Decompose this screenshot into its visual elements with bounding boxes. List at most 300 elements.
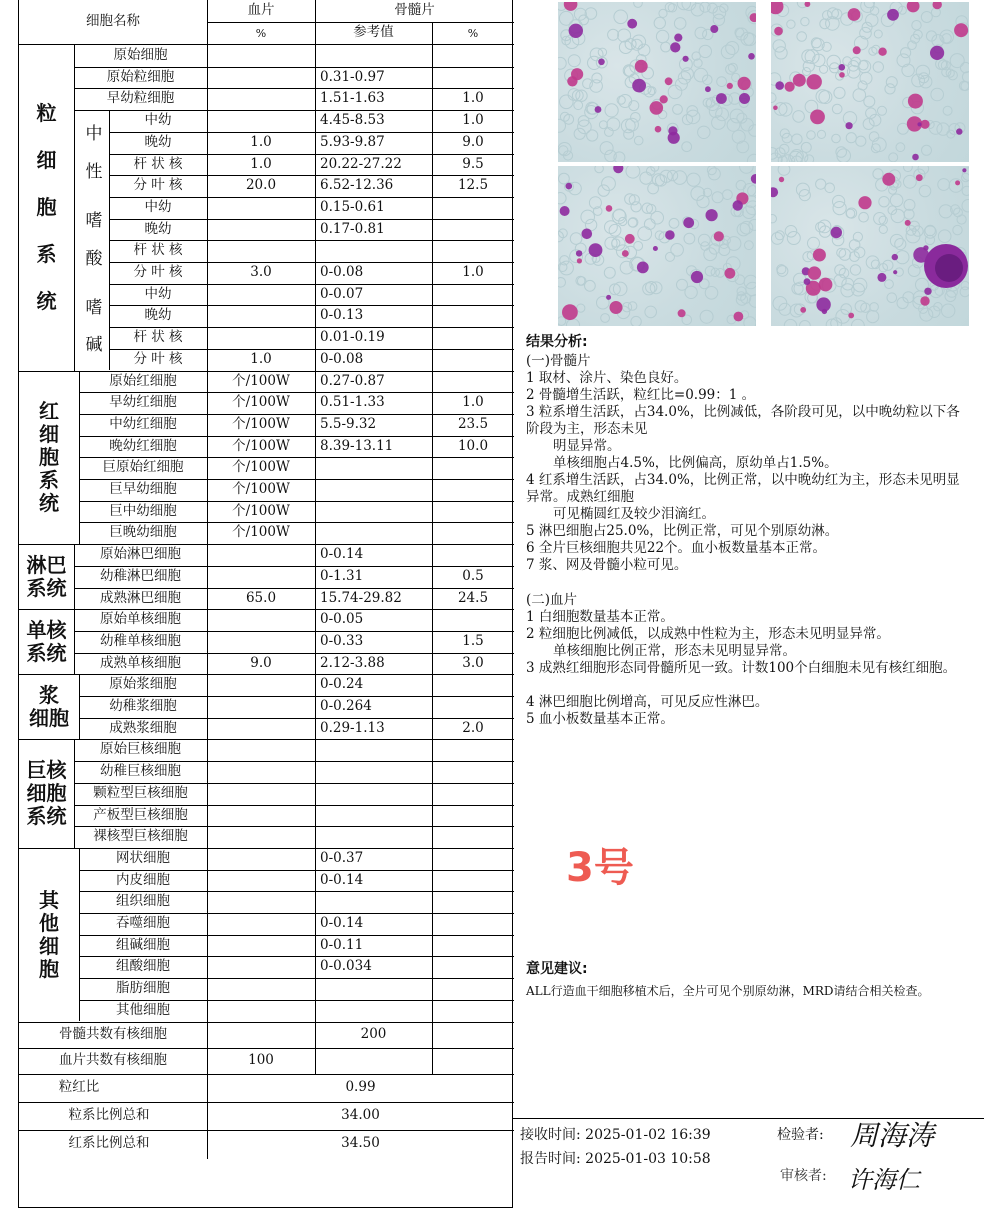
cell-shape <box>644 219 655 230</box>
cell-shape <box>886 77 897 88</box>
cell-shape <box>660 95 668 103</box>
cell-blood: 65.0 <box>245 589 277 606</box>
cell-marrow <box>432 197 514 219</box>
cell-shape <box>654 17 665 28</box>
cell-shape <box>595 166 604 173</box>
cell-shape <box>634 242 643 251</box>
cell-ref <box>315 522 432 544</box>
cell-blood: 20.0 <box>245 177 277 194</box>
cell-shape <box>954 23 968 37</box>
cell-name: 分 叶 核 <box>133 350 183 367</box>
cell-shape <box>895 239 906 250</box>
gran-sum-label: 粒系比例总和 <box>68 1106 150 1123</box>
cell-shape <box>637 262 649 274</box>
reviewer-signature: 许海仁 <box>848 1166 920 1194</box>
cell-shape <box>903 292 914 303</box>
cell-shape <box>779 144 789 154</box>
cell-shape <box>748 186 756 197</box>
cell-shape <box>889 153 898 162</box>
cell-shape <box>779 303 791 315</box>
group-label-ery: 红 细 胞 系 统 <box>39 398 59 515</box>
cell-ref: 0-0.08 <box>320 350 364 367</box>
cell-name: 早幼红细胞 <box>109 394 177 411</box>
cell-shape <box>607 118 620 131</box>
cell-shape <box>605 104 618 117</box>
cell-name: 原始细胞 <box>113 47 168 64</box>
cell-shape <box>589 243 603 257</box>
cell-shape <box>634 2 643 7</box>
cell-marrow <box>432 1000 514 1022</box>
cell-shape <box>907 2 920 12</box>
cell-name: 幼稚单核细胞 <box>100 632 181 649</box>
cell-shape <box>771 2 784 14</box>
cell-shape <box>661 42 671 52</box>
marrow-photo-4 <box>771 166 969 326</box>
cell-shape <box>606 295 611 300</box>
cell-shape <box>813 249 826 262</box>
cell-shape <box>807 131 816 140</box>
cell-shape <box>916 174 923 181</box>
cell-shape <box>773 106 778 111</box>
cell-shape <box>558 57 566 69</box>
cell-ref <box>315 45 432 67</box>
cell-name: 中幼 <box>144 112 172 129</box>
cell-blood <box>207 935 315 957</box>
cell-shape <box>583 79 593 89</box>
cell-ref: 0-1.31 <box>320 567 364 584</box>
cell-name: 分 叶 核 <box>133 177 183 194</box>
cell-shape <box>650 101 664 115</box>
cell-blood: 个/100W <box>232 394 290 411</box>
analysis-line: 2 骨髓增生活跃，粒红比=0.99：1 。 <box>526 387 756 403</box>
cell-marrow <box>432 284 514 306</box>
cell-blood <box>207 848 315 870</box>
cell-marrow <box>432 609 514 631</box>
cell-blood <box>207 783 315 805</box>
cell-shape <box>851 57 861 67</box>
cell-ref: 5.5-9.32 <box>320 415 377 432</box>
cell-blood <box>207 110 315 132</box>
cell-shape <box>882 173 895 186</box>
cell-ref: 5.93-9.87 <box>320 133 385 150</box>
cell-shape <box>559 11 573 25</box>
cell-shape <box>712 116 726 130</box>
cell-blood: 个/100W <box>232 437 290 454</box>
examiner-label: 检验者: <box>777 1127 824 1143</box>
cell-shape <box>836 310 850 324</box>
cell-shape <box>793 74 806 87</box>
cell-shape <box>853 46 861 54</box>
header-name: 细胞名称 <box>86 13 140 30</box>
cell-ref: 0-0.24 <box>320 676 364 693</box>
cell-shape <box>912 21 921 30</box>
cell-shape <box>775 81 784 90</box>
cell-shape <box>816 179 826 189</box>
cell-shape <box>943 106 952 115</box>
cell-name: 杆 状 核 <box>133 329 183 346</box>
cell-blood <box>207 544 315 566</box>
cell-marrow <box>432 978 514 1000</box>
cell-shape <box>725 268 736 279</box>
analysis-line: 5 淋巴细胞占25.0%，比例正常，可见个别原幼淋。 <box>526 523 839 539</box>
cell-marrow <box>432 501 514 523</box>
cell-shape <box>621 119 635 133</box>
cell-shape <box>820 65 828 73</box>
cell-shape <box>577 258 582 263</box>
cell-ref: 0.15-0.61 <box>320 198 385 215</box>
cell-shape <box>924 288 931 295</box>
cell-marrow: 9.0 <box>462 133 484 150</box>
cell-ref: 0-0.08 <box>320 264 364 281</box>
table-rule <box>432 1022 433 1074</box>
cell-ref <box>315 978 432 1000</box>
group-label-other: 其 他 细 胞 <box>39 887 59 981</box>
cell-shape <box>887 293 897 303</box>
cell-shape <box>797 32 807 42</box>
cell-blood: 1.0 <box>250 133 272 150</box>
cell-name: 成熟浆细胞 <box>109 719 177 736</box>
cell-marrow <box>432 891 514 913</box>
header-blood: 血片 <box>247 2 275 19</box>
ratio-value: 0.99 <box>345 1078 376 1095</box>
table-rule <box>315 45 316 1022</box>
cell-marrow <box>432 371 514 393</box>
cell-shape <box>890 194 903 207</box>
cell-name: 晚幼红细胞 <box>109 437 177 454</box>
cell-shape <box>800 307 806 313</box>
cell-shape <box>714 231 724 241</box>
table-rule <box>432 22 433 44</box>
cell-blood <box>207 219 315 241</box>
cell-shape <box>891 209 904 222</box>
cell-ref: 0-0.034 <box>320 958 372 975</box>
cell-shape <box>625 234 635 244</box>
cell-name: 巨中幼细胞 <box>109 502 177 519</box>
cell-blood <box>207 870 315 892</box>
cell-shape <box>698 126 710 138</box>
cell-name: 产板型巨核细胞 <box>93 806 188 823</box>
cell-shape <box>787 232 800 245</box>
cell-shape <box>737 141 749 153</box>
cell-shape <box>810 110 825 125</box>
analysis-line: (二)血片 <box>526 592 578 608</box>
cell-shape <box>942 304 955 317</box>
case-number-stamp: 3号 <box>566 845 634 891</box>
cell-marrow <box>432 522 514 544</box>
report-time: 报告时间: 2025-01-03 10:58 <box>520 1151 711 1167</box>
cell-ref: 0.31-0.97 <box>320 68 385 85</box>
cell-shape <box>922 145 932 155</box>
suggestion-text: ALL行造血干细胞移植术后，全片可见个别原幼淋，MRD请结合相关检查。 <box>526 984 930 998</box>
cell-name: 幼稚淋巴细胞 <box>100 567 181 584</box>
cell-blood <box>207 718 315 740</box>
cell-marrow <box>432 739 514 761</box>
cell-shape <box>807 74 822 89</box>
analysis-line: 3 成熟红细胞形态同骨髓所见一致。计数100个白细胞未见有核红细胞。 <box>526 660 957 676</box>
cell-shape <box>568 55 580 67</box>
cell-ref <box>315 805 432 827</box>
cell-blood: 个/100W <box>232 481 290 498</box>
cell-shape <box>569 24 583 38</box>
cell-blood: 个/100W <box>232 372 290 389</box>
cell-shape <box>839 72 845 78</box>
cell-shape <box>908 94 923 109</box>
cell-name: 组织细胞 <box>116 893 170 910</box>
cell-shape <box>893 270 897 274</box>
cell-marrow: 12.5 <box>457 177 489 194</box>
cell-name: 吞噬细胞 <box>116 915 170 932</box>
cell-shape <box>867 311 879 323</box>
cell-shape <box>651 211 664 224</box>
cell-marrow <box>432 457 514 479</box>
cell-marrow <box>432 913 514 935</box>
cell-name: 原始巨核细胞 <box>100 741 181 758</box>
cell-shape <box>751 174 756 184</box>
cell-shape <box>779 177 784 182</box>
cell-shape <box>626 166 640 178</box>
cell-shape <box>885 280 894 289</box>
cell-ref: 0.29-1.13 <box>320 719 385 736</box>
cell-name: 杆 状 核 <box>133 242 183 259</box>
cell-shape <box>618 29 631 42</box>
cell-shape <box>777 266 788 277</box>
cell-shape <box>613 166 623 173</box>
cell-name: 原始红细胞 <box>109 372 177 389</box>
cell-name: 幼稚浆细胞 <box>109 698 177 715</box>
cell-shape <box>859 212 869 222</box>
cell-shape <box>771 93 776 103</box>
cell-blood <box>207 826 315 848</box>
cell-marrow <box>432 219 514 241</box>
cell-shape <box>665 77 673 85</box>
cell-shape <box>816 222 826 232</box>
cell-shape <box>956 128 962 134</box>
cell-marrow: 0.5 <box>462 567 484 584</box>
cell-name: 中幼红细胞 <box>109 415 177 432</box>
cell-marrow: 1.0 <box>462 90 484 107</box>
cell-shape <box>896 143 905 152</box>
cell-shape <box>567 76 577 86</box>
analysis-line: 单核细胞占4.5%，比例偏高，原幼单占1.5%。 <box>526 455 838 471</box>
cell-shape <box>831 227 842 238</box>
cell-name: 晚幼 <box>144 220 172 237</box>
cell-shape <box>726 64 736 74</box>
cell-shape <box>736 180 746 190</box>
cell-marrow: 1.0 <box>462 394 484 411</box>
cell-shape <box>740 166 754 173</box>
suggestion-title: 意见建议: <box>526 961 588 977</box>
cell-shape <box>640 172 652 184</box>
cell-blood <box>207 45 315 67</box>
cell-shape <box>632 79 646 93</box>
cell-blood: 个/100W <box>232 459 290 476</box>
cell-name: 原始浆细胞 <box>109 676 177 693</box>
cell-shape <box>738 77 751 90</box>
table-rule <box>207 0 208 44</box>
cell-shape <box>665 230 675 240</box>
marrow-photo-2 <box>771 2 969 162</box>
cell-shape <box>564 2 578 11</box>
cell-shape <box>820 19 830 29</box>
cell-ref <box>315 826 432 848</box>
cell-ref <box>315 761 432 783</box>
cell-marrow <box>432 935 514 957</box>
cell-shape <box>863 119 874 130</box>
marrow-photo-3 <box>558 166 756 326</box>
cell-shape <box>606 205 613 212</box>
cell-shape <box>671 244 684 257</box>
cell-name: 组碱细胞 <box>116 936 170 953</box>
cell-shape <box>673 171 687 185</box>
cell-shape <box>878 48 886 56</box>
cell-ref <box>315 739 432 761</box>
cell-shape <box>558 193 566 204</box>
cell-marrow: 1.5 <box>462 632 484 649</box>
cell-shape <box>931 8 940 17</box>
cell-shape <box>678 309 686 317</box>
cell-shape <box>912 154 919 161</box>
cell-shape <box>950 54 964 68</box>
analysis-title: 结果分析: <box>526 334 588 350</box>
cell-shape <box>656 30 668 42</box>
cell-marrow <box>432 305 514 327</box>
cell-shape <box>901 48 911 58</box>
cell-shape <box>653 246 658 251</box>
subgroup-label-neut: 中 性 <box>85 124 103 182</box>
analysis-line: 1 取材、涂片、染色良好。 <box>526 370 688 386</box>
cell-shape <box>574 8 586 20</box>
cell-ref <box>315 479 432 501</box>
cell-name: 巨早幼细胞 <box>109 481 177 498</box>
cell-blood <box>207 956 315 978</box>
cell-shape <box>634 136 643 145</box>
cell-marrow <box>432 479 514 501</box>
cell-shape <box>748 53 755 60</box>
cell-blood: 1.0 <box>250 350 272 367</box>
cell-shape <box>560 206 570 216</box>
cell-shape <box>883 260 893 270</box>
cell-shape <box>819 278 833 292</box>
cell-shape <box>839 64 846 71</box>
cell-shape <box>920 308 933 321</box>
cell-shape <box>604 267 615 278</box>
cell-marrow <box>432 783 514 805</box>
cell-shape <box>691 271 703 283</box>
cell-blood <box>207 284 315 306</box>
cell-shape <box>793 111 805 123</box>
cell-shape <box>938 230 951 243</box>
cell-blood <box>207 739 315 761</box>
cell-name: 早幼粒细胞 <box>106 90 175 107</box>
cell-marrow <box>432 240 514 262</box>
cell-marrow <box>432 67 514 89</box>
cell-marrow: 3.0 <box>462 654 484 671</box>
cell-ref: 0-0.05 <box>320 611 364 628</box>
cell-shape <box>592 73 602 83</box>
cell-name: 杆 状 核 <box>133 155 183 172</box>
cell-shape <box>773 40 785 52</box>
group-label-mega: 巨核 细胞 系统 <box>26 758 67 829</box>
cell-shape <box>811 38 821 48</box>
cell-shape <box>683 56 689 62</box>
table-rule <box>207 22 514 23</box>
cell-shape <box>655 126 662 133</box>
header-marrow-unit: % <box>467 26 479 40</box>
cell-blood <box>207 327 315 349</box>
cell-shape <box>721 45 735 59</box>
analysis-line: 4 红系增生活跃，占34.0%，比例正常，以中晚幼红为主，形态未见明显异常。成熟红细胞 <box>526 472 960 505</box>
analysis-line: 可见椭圆红及较少泪滴红。 <box>526 506 715 522</box>
cell-shape <box>585 280 596 291</box>
cell-shape <box>713 14 724 25</box>
cell-shape <box>747 154 756 162</box>
cell-blood: 3.0 <box>250 264 272 281</box>
receive-time: 接收时间: 2025-01-02 16:39 <box>520 1127 711 1143</box>
cell-shape <box>825 183 835 193</box>
marrow-count-label: 骨髓共数有核细胞 <box>59 1025 167 1042</box>
cell-shape <box>938 179 950 191</box>
cell-shape <box>750 13 756 22</box>
cell-shape <box>698 234 710 246</box>
table-rule <box>207 1022 208 1159</box>
cell-shape <box>670 42 680 52</box>
group-label-lym: 淋巴 系统 <box>26 552 67 600</box>
cell-blood <box>207 891 315 913</box>
cell-shape <box>919 185 931 197</box>
cell-ref: 0-0.37 <box>320 849 364 866</box>
cell-name: 裸核型巨核细胞 <box>93 828 188 845</box>
cell-shape <box>846 209 855 218</box>
cell-shape <box>581 210 595 224</box>
cell-shape <box>874 30 882 38</box>
cell-shape <box>723 190 733 200</box>
reviewer-label: 审核者: <box>780 1168 827 1184</box>
subgroup-label-eos: 嗜 酸 <box>85 211 103 269</box>
cell-marrow <box>432 45 514 67</box>
cell-ref: 0-0.33 <box>320 632 364 649</box>
cell-name: 中幼 <box>144 285 172 302</box>
cell-name: 成熟单核细胞 <box>100 654 181 671</box>
cell-marrow <box>432 826 514 848</box>
cell-ref: 8.39-13.11 <box>320 437 394 454</box>
analysis-line: 6 全片巨核细胞共见22个。血小板数量基本正常。 <box>526 540 827 556</box>
cell-ref: 6.52-12.36 <box>320 177 394 194</box>
group-label-mono: 单核 系统 <box>26 617 67 665</box>
cell-name: 幼稚巨核细胞 <box>100 763 181 780</box>
cell-shape <box>787 20 795 28</box>
cell-shape <box>741 119 753 131</box>
cell-shape <box>816 297 830 311</box>
cell-shape <box>957 215 966 224</box>
table-rule <box>19 1130 514 1131</box>
cell-shape <box>801 17 809 25</box>
cell-shape <box>624 129 634 139</box>
cell-shape <box>577 304 585 312</box>
analysis-line: 4 淋巴细胞比例增高，可见反应性淋巴。 <box>526 694 769 710</box>
cell-shape <box>879 197 889 207</box>
cell-shape <box>736 28 748 40</box>
cell-blood <box>207 805 315 827</box>
cell-shape <box>684 233 695 244</box>
cell-shape <box>804 278 811 285</box>
cell-shape <box>682 2 696 10</box>
table-rule <box>19 1102 514 1103</box>
cell-shape <box>695 27 707 39</box>
table-rule <box>432 45 433 1022</box>
cell-shape <box>587 130 598 141</box>
subgroup-label-baso: 嗜 碱 <box>85 298 103 356</box>
cell-shape <box>745 241 754 250</box>
